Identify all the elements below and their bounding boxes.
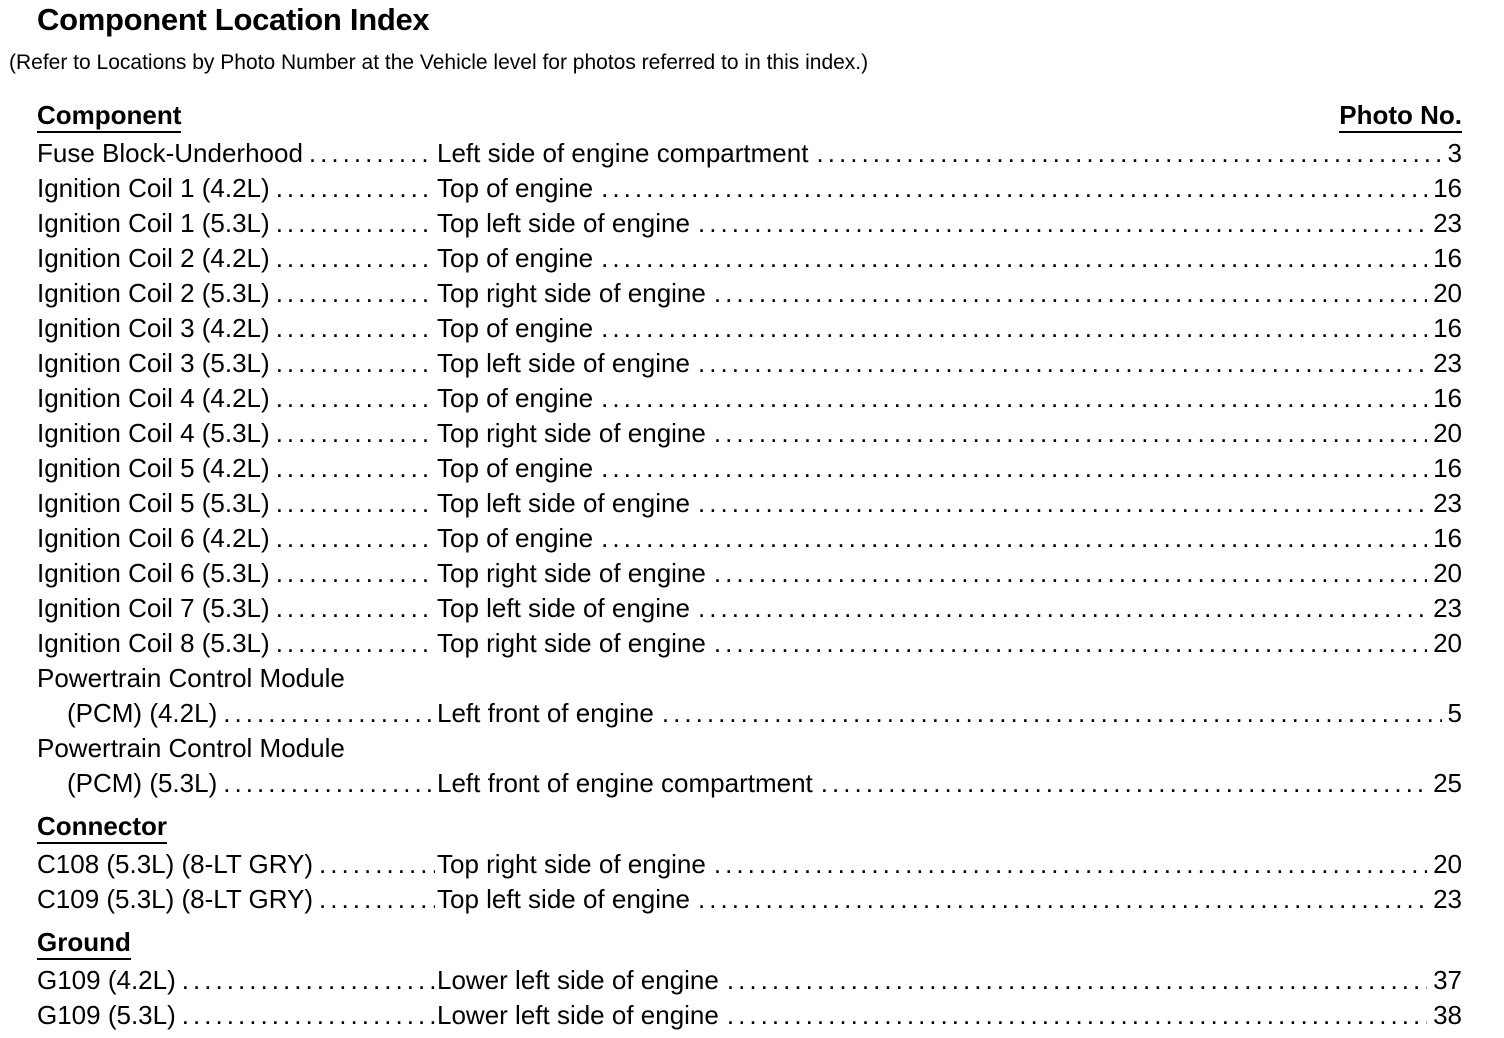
- component-name: Ignition Coil 1 (4.2L): [37, 173, 270, 203]
- dot-leader: [276, 416, 435, 451]
- table-row: [37, 451, 1462, 486]
- dot-leader: [601, 521, 1427, 556]
- component-name: Ignition Coil 5 (4.2L): [37, 453, 270, 483]
- location-text: Left front of engine compartment: [437, 768, 813, 798]
- location-cell: [437, 486, 1462, 521]
- dot-leader: [601, 171, 1427, 206]
- dot-leader: [319, 882, 435, 917]
- index-table: [37, 100, 1462, 1033]
- dot-leader: [276, 521, 435, 556]
- photo-number: 23: [1433, 208, 1462, 238]
- location-text: Top of engine: [437, 173, 594, 203]
- dot-leader: [223, 766, 435, 801]
- dot-leader: [816, 136, 1441, 171]
- table-row: [37, 847, 1462, 882]
- dot-leader: [182, 963, 435, 998]
- photo-number: 23: [1433, 884, 1462, 914]
- component-cell: [37, 206, 435, 241]
- dot-leader: [276, 311, 435, 346]
- location-text: Top right side of engine: [437, 849, 706, 879]
- location-cell: [437, 591, 1462, 626]
- dot-leader: [223, 696, 435, 731]
- component-cell: [37, 171, 435, 206]
- dot-leader: [276, 451, 435, 486]
- dot-leader: [276, 346, 435, 381]
- component-cell: [37, 346, 435, 381]
- location-cell: [437, 346, 1462, 381]
- dot-leader: [727, 998, 1427, 1033]
- location-text: Top left side of engine: [437, 884, 690, 914]
- dot-leader: [276, 206, 435, 241]
- component-cell: [37, 556, 435, 591]
- photo-number: 20: [1433, 849, 1462, 879]
- dot-leader: [309, 136, 435, 171]
- component-name: Ignition Coil 3 (5.3L): [37, 348, 270, 378]
- dot-leader: [698, 486, 1427, 521]
- component-name: Ignition Coil 1 (5.3L): [37, 208, 270, 238]
- component-cell: [37, 766, 435, 801]
- location-text: Top of engine: [437, 523, 594, 553]
- dot-leader: [727, 963, 1427, 998]
- dot-leader: [714, 626, 1427, 661]
- component-name: Ignition Coil 8 (5.3L): [37, 628, 270, 658]
- component-cell: [37, 486, 435, 521]
- location-text: Top of engine: [437, 313, 594, 343]
- location-cell: [437, 882, 1462, 917]
- location-text: Left front of engine: [437, 698, 654, 728]
- component-cell: [37, 731, 637, 766]
- ground-section-heading: Ground: [37, 927, 1462, 963]
- component-cell: [37, 416, 435, 451]
- component-name: C109 (5.3L) (8-LT GRY): [37, 884, 313, 914]
- component-cell: [37, 626, 435, 661]
- location-cell: [437, 381, 1462, 416]
- photo-number: 23: [1433, 348, 1462, 378]
- location-cell: [437, 521, 1462, 556]
- dot-leader: [276, 241, 435, 276]
- dot-leader: [662, 696, 1442, 731]
- dot-leader: [821, 766, 1427, 801]
- dot-leader: [601, 241, 1427, 276]
- component-cell: [37, 847, 435, 882]
- table-row: [37, 171, 1462, 206]
- photo-number: 23: [1433, 593, 1462, 623]
- component-name: (PCM) (4.2L): [67, 698, 218, 728]
- photo-number: 25: [1433, 768, 1462, 798]
- component-cell: [37, 521, 435, 556]
- dot-leader: [276, 171, 435, 206]
- component-cell: [37, 882, 435, 917]
- table-row: [37, 591, 1462, 626]
- table-row: [37, 882, 1462, 917]
- dot-leader: [714, 847, 1427, 882]
- photo-number: 16: [1433, 383, 1462, 413]
- component-name: (PCM) (5.3L): [67, 768, 218, 798]
- connector-list: [37, 847, 1462, 917]
- dot-leader: [698, 206, 1427, 241]
- dot-leader: [319, 847, 435, 882]
- photo-number: 23: [1433, 488, 1462, 518]
- dot-leader: [182, 998, 435, 1033]
- component-cell: [37, 381, 435, 416]
- location-text: Top left side of engine: [437, 488, 690, 518]
- component-cell: [37, 241, 435, 276]
- component-name: Ignition Coil 7 (5.3L): [37, 593, 270, 623]
- component-cell: [37, 998, 435, 1033]
- component-cell: [37, 963, 435, 998]
- table-row-wrapped: [37, 731, 1462, 766]
- component-name: Powertrain Control Module: [37, 733, 345, 763]
- location-cell: [437, 206, 1462, 241]
- dot-leader: [276, 381, 435, 416]
- table-row: [37, 963, 1462, 998]
- location-text: Top left side of engine: [437, 348, 690, 378]
- table-row: [37, 311, 1462, 346]
- dot-leader: [698, 882, 1427, 917]
- table-row: [37, 696, 1462, 731]
- component-name: Ignition Coil 6 (4.2L): [37, 523, 270, 553]
- table-row: [37, 136, 1462, 171]
- table-row: [37, 241, 1462, 276]
- location-cell: [437, 696, 1462, 731]
- component-name: Ignition Coil 4 (4.2L): [37, 383, 270, 413]
- dot-leader: [276, 626, 435, 661]
- component-name: Ignition Coil 3 (4.2L): [37, 313, 270, 343]
- dot-leader: [698, 346, 1427, 381]
- connector-section-heading: Connector: [37, 811, 1462, 847]
- dot-leader: [714, 416, 1427, 451]
- location-cell: [437, 626, 1462, 661]
- table-row: [37, 206, 1462, 241]
- table-row: [37, 346, 1462, 381]
- photo-number: 16: [1433, 313, 1462, 343]
- page-subtitle: (Refer to Locations by Photo Number at the Vehicle level for photos referred to in this index.): [9, 51, 869, 74]
- dot-leader: [601, 311, 1427, 346]
- photo-number: 20: [1433, 628, 1462, 658]
- component-name: Ignition Coil 2 (5.3L): [37, 278, 270, 308]
- table-row: [37, 416, 1462, 451]
- photo-number: 16: [1433, 523, 1462, 553]
- photo-number: 3: [1447, 138, 1462, 168]
- component-name: Powertrain Control Module: [37, 663, 345, 693]
- location-cell: [437, 276, 1462, 311]
- table-row: [37, 556, 1462, 591]
- component-cell: [37, 276, 435, 311]
- components-list: [37, 136, 1462, 801]
- dot-leader: [714, 556, 1427, 591]
- dot-leader: [601, 451, 1427, 486]
- location-text: Top right side of engine: [437, 418, 706, 448]
- table-row-wrapped: [37, 661, 1462, 696]
- photo-number: 37: [1433, 965, 1462, 995]
- location-cell: [437, 416, 1462, 451]
- component-cell: [37, 591, 435, 626]
- table-row: [37, 276, 1462, 311]
- photo-number: 16: [1433, 453, 1462, 483]
- component-name: G109 (5.3L): [37, 1000, 176, 1030]
- location-cell: [437, 998, 1462, 1033]
- dot-leader: [276, 486, 435, 521]
- location-cell: [437, 311, 1462, 346]
- component-name: Fuse Block-Underhood: [37, 138, 303, 168]
- component-name: G109 (4.2L): [37, 965, 176, 995]
- component-cell: [37, 451, 435, 486]
- location-text: Top of engine: [437, 453, 594, 483]
- table-row: [37, 766, 1462, 801]
- location-text: Left side of engine compartment: [437, 138, 809, 168]
- component-cell: [37, 136, 435, 171]
- location-text: Top left side of engine: [437, 208, 690, 238]
- location-text: Top right side of engine: [437, 278, 706, 308]
- photo-number: 20: [1433, 278, 1462, 308]
- photo-number: 20: [1433, 418, 1462, 448]
- component-name: C108 (5.3L) (8-LT GRY): [37, 849, 313, 879]
- location-text: Lower left side of engine: [437, 965, 719, 995]
- location-cell: [437, 963, 1462, 998]
- photo-number: 5: [1447, 698, 1462, 728]
- table-row: [37, 486, 1462, 521]
- table-row: [37, 998, 1462, 1033]
- table-row: [37, 381, 1462, 416]
- dot-leader: [276, 556, 435, 591]
- component-cell: [37, 696, 435, 731]
- photo-number: 16: [1433, 243, 1462, 273]
- component-cell: [37, 661, 637, 696]
- component-name: Ignition Coil 6 (5.3L): [37, 558, 270, 588]
- component-name: Ignition Coil 5 (5.3L): [37, 488, 270, 518]
- dot-leader: [714, 276, 1427, 311]
- location-cell: [437, 171, 1462, 206]
- location-text: Top left side of engine: [437, 593, 690, 623]
- dot-leader: [276, 276, 435, 311]
- dot-leader: [601, 381, 1427, 416]
- location-text: Top of engine: [437, 243, 594, 273]
- page-title: Component Location Index: [37, 2, 430, 37]
- dot-leader: [698, 591, 1427, 626]
- component-name: Ignition Coil 4 (5.3L): [37, 418, 270, 448]
- photo-number: 16: [1433, 173, 1462, 203]
- dot-leader: [276, 591, 435, 626]
- component-name: Ignition Coil 2 (4.2L): [37, 243, 270, 273]
- location-text: Lower left side of engine: [437, 1000, 719, 1030]
- table-row: [37, 521, 1462, 556]
- component-column-header: Component: [37, 100, 181, 133]
- component-cell: [37, 311, 435, 346]
- location-cell: [437, 136, 1462, 171]
- location-text: Top right side of engine: [437, 628, 706, 658]
- location-cell: [437, 766, 1462, 801]
- photo-number-column-header: Photo No.: [1339, 100, 1462, 133]
- location-cell: [437, 241, 1462, 276]
- location-text: Top right side of engine: [437, 558, 706, 588]
- table-row: [37, 626, 1462, 661]
- photo-number: 38: [1433, 1000, 1462, 1030]
- location-cell: [437, 556, 1462, 591]
- location-cell: [437, 451, 1462, 486]
- location-text: Top of engine: [437, 383, 594, 413]
- photo-number: 20: [1433, 558, 1462, 588]
- table-header: [37, 100, 1462, 136]
- ground-list: [37, 963, 1462, 1033]
- location-cell: [437, 847, 1462, 882]
